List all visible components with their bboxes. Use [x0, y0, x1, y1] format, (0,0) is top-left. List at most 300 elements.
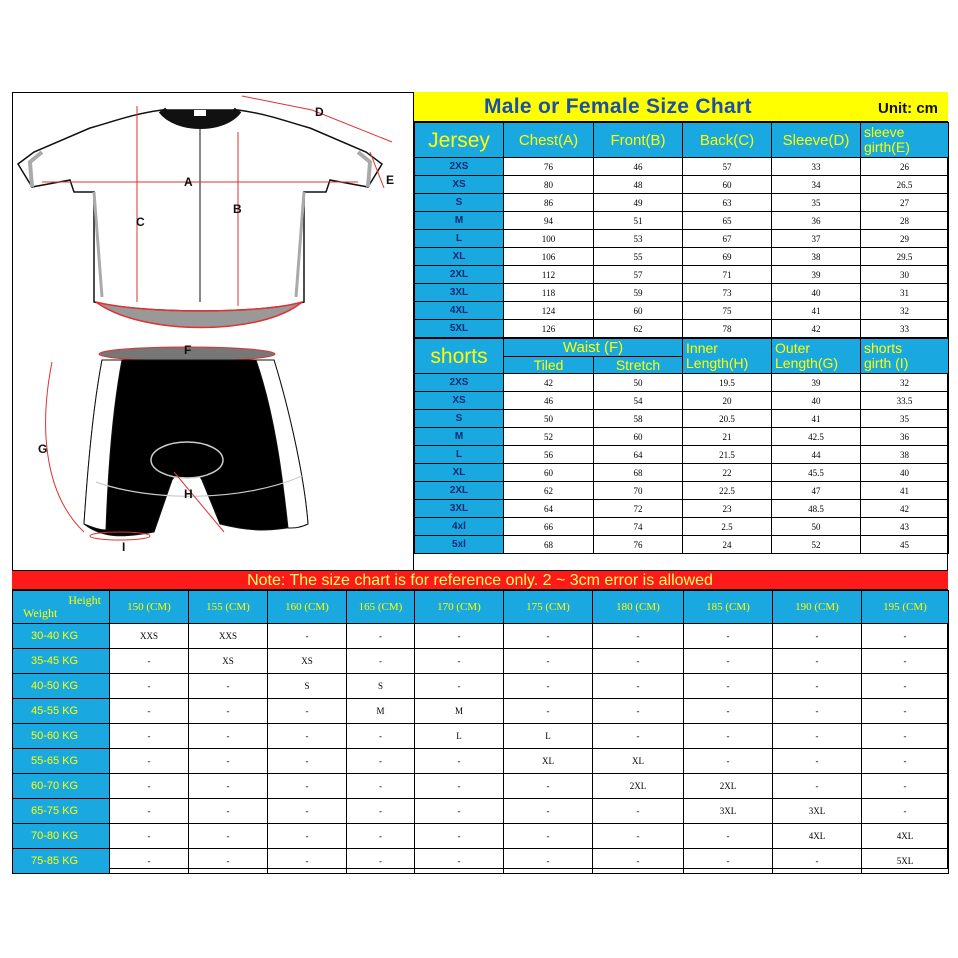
svg-text:B: B: [233, 202, 242, 216]
table-row: [415, 536, 949, 554]
title-bar: [414, 92, 948, 122]
table-cell: 28: [861, 212, 949, 230]
table-cell: 76: [594, 536, 683, 554]
table-cell: L: [415, 724, 504, 749]
table-cell: 44: [772, 446, 861, 464]
table-cell: 100: [504, 230, 594, 248]
table-row: [415, 248, 949, 266]
table-cell: XXS: [189, 624, 268, 649]
weight-height-table: [12, 590, 949, 874]
table-row: [415, 464, 949, 482]
svg-text:C: C: [136, 215, 145, 229]
table-cell: 32: [861, 374, 949, 392]
table-cell: 41: [861, 482, 949, 500]
table-cell: 27: [861, 194, 949, 212]
size-label: 4XL: [415, 302, 504, 320]
table-cell: 69: [683, 248, 772, 266]
col-front: Front(B): [594, 123, 683, 158]
size-label: 5XL: [415, 320, 504, 338]
table-cell: -: [773, 849, 862, 874]
height-header: 170 (CM): [415, 591, 504, 624]
table-row: [13, 674, 949, 699]
col-inner-length: [683, 339, 772, 374]
table-cell: 47: [772, 482, 861, 500]
table-cell: 60: [594, 302, 683, 320]
table-cell: 62: [504, 482, 594, 500]
table-cell: -: [189, 799, 268, 824]
height-header: 195 (CM): [862, 591, 949, 624]
height-axis-label: Height: [68, 593, 101, 607]
table-cell: 26.5: [861, 176, 949, 194]
table-cell: -: [593, 699, 684, 724]
table-cell: -: [504, 674, 593, 699]
table-row: [415, 230, 949, 248]
svg-text:A: A: [184, 175, 193, 189]
table-row: [415, 320, 949, 338]
table-cell: XXS: [110, 624, 189, 649]
table-cell: 24: [683, 536, 772, 554]
table-cell: 126: [504, 320, 594, 338]
table-cell: -: [504, 699, 593, 724]
table-cell: -: [268, 774, 347, 799]
table-cell: 21.5: [683, 446, 772, 464]
shorts-header: shorts: [415, 339, 504, 374]
table-cell: 39: [772, 374, 861, 392]
table-cell: 63: [683, 194, 772, 212]
table-cell: 22: [683, 464, 772, 482]
table-cell: XS: [189, 649, 268, 674]
table-cell: -: [189, 674, 268, 699]
svg-text:I: I: [122, 540, 126, 554]
table-cell: 42: [861, 500, 949, 518]
table-cell: -: [189, 824, 268, 849]
table-cell: -: [593, 649, 684, 674]
size-label: 4xl: [415, 518, 504, 536]
table-cell: -: [862, 674, 949, 699]
table-cell: -: [504, 799, 593, 824]
table-cell: -: [504, 774, 593, 799]
table-cell: 57: [594, 266, 683, 284]
col-shorts-girth: [861, 339, 949, 374]
unit-label: Unit: cm: [878, 100, 938, 117]
table-cell: 80: [504, 176, 594, 194]
table-cell: -: [268, 799, 347, 824]
weight-label: 30-40 KG: [13, 624, 110, 649]
size-label: L: [415, 446, 504, 464]
size-label: XS: [415, 392, 504, 410]
table-cell: 42: [772, 320, 861, 338]
table-cell: 50: [504, 410, 594, 428]
table-cell: 38: [772, 248, 861, 266]
table-cell: 60: [683, 176, 772, 194]
weight-label: 55-65 KG: [13, 749, 110, 774]
col-outer-length: [772, 339, 861, 374]
table-cell: 30: [861, 266, 949, 284]
table-row: [13, 649, 949, 674]
table-row: [13, 699, 949, 724]
table-cell: -: [684, 724, 773, 749]
shorts-size-table: [414, 338, 949, 554]
table-row: [415, 194, 949, 212]
col-inner-line1: Inner: [686, 340, 718, 356]
table-cell: 37: [772, 230, 861, 248]
table-cell: 41: [772, 410, 861, 428]
weight-label: 65-75 KG: [13, 799, 110, 824]
table-cell: -: [773, 674, 862, 699]
table-cell: -: [110, 699, 189, 724]
col-sleeve-girth-line1: sleeve: [864, 124, 905, 140]
table-cell: -: [415, 849, 504, 874]
table-cell: -: [110, 849, 189, 874]
table-cell: -: [415, 674, 504, 699]
table-row: [415, 158, 949, 176]
col-stretch: Stretch: [594, 357, 683, 374]
table-corner: [13, 591, 110, 624]
col-sleeve-girth-line2: girth(E): [864, 139, 910, 155]
weight-label: 75-85 KG: [13, 849, 110, 874]
table-cell: -: [773, 749, 862, 774]
table-cell: XL: [593, 749, 684, 774]
table-row: [13, 624, 949, 649]
table-row: [415, 482, 949, 500]
svg-text:H: H: [184, 487, 193, 501]
table-cell: -: [593, 824, 684, 849]
table-cell: 26: [861, 158, 949, 176]
col-outer-line2: Length(G): [775, 355, 839, 371]
table-cell: 59: [594, 284, 683, 302]
table-cell: 58: [594, 410, 683, 428]
height-header: 185 (CM): [684, 591, 773, 624]
table-cell: 2XL: [684, 774, 773, 799]
table-cell: 74: [594, 518, 683, 536]
table-cell: 67: [683, 230, 772, 248]
jersey-illustration: [18, 96, 394, 328]
table-cell: 48: [594, 176, 683, 194]
table-cell: -: [504, 649, 593, 674]
table-cell: -: [862, 799, 949, 824]
table-cell: -: [268, 849, 347, 874]
note-banner: Note: The size chart is for reference only. 2 ~ 3cm error is allowed: [12, 570, 948, 590]
table-cell: L: [504, 724, 593, 749]
table-cell: 46: [594, 158, 683, 176]
table-cell: 22.5: [683, 482, 772, 500]
table-cell: 43: [861, 518, 949, 536]
table-cell: 35: [772, 194, 861, 212]
col-waist: Waist (F): [504, 339, 683, 357]
table-cell: -: [862, 724, 949, 749]
table-cell: 66: [504, 518, 594, 536]
size-chart-panel: [414, 92, 948, 554]
table-cell: 33: [861, 320, 949, 338]
table-cell: 42.5: [772, 428, 861, 446]
table-cell: -: [347, 649, 415, 674]
table-cell: 45.5: [772, 464, 861, 482]
table-row: [13, 824, 949, 849]
table-cell: -: [773, 649, 862, 674]
table-cell: 32: [861, 302, 949, 320]
table-cell: 41: [772, 302, 861, 320]
table-row: [415, 176, 949, 194]
table-cell: 29.5: [861, 248, 949, 266]
table-cell: 36: [772, 212, 861, 230]
table-cell: 42: [504, 374, 594, 392]
size-label: 2XS: [415, 158, 504, 176]
garment-diagram: [12, 92, 414, 570]
table-cell: 71: [683, 266, 772, 284]
table-cell: 45: [861, 536, 949, 554]
size-label: XL: [415, 248, 504, 266]
weight-label: 70-80 KG: [13, 824, 110, 849]
table-row: [415, 392, 949, 410]
table-cell: S: [268, 674, 347, 699]
table-cell: 38: [861, 446, 949, 464]
table-cell: 40: [861, 464, 949, 482]
table-cell: M: [347, 699, 415, 724]
table-cell: 2XL: [593, 774, 684, 799]
table-cell: -: [268, 699, 347, 724]
height-header: 180 (CM): [593, 591, 684, 624]
table-cell: -: [504, 849, 593, 874]
jersey-header: Jersey: [415, 123, 504, 158]
garment-illustration: [12, 92, 414, 570]
col-sleeve: Sleeve(D): [772, 123, 861, 158]
table-cell: S: [347, 674, 415, 699]
table-row: [415, 212, 949, 230]
table-cell: 78: [683, 320, 772, 338]
size-label: S: [415, 194, 504, 212]
col-girth-line1: shorts: [864, 340, 903, 356]
table-cell: XS: [268, 649, 347, 674]
table-cell: -: [504, 624, 593, 649]
table-cell: 55: [594, 248, 683, 266]
table-cell: 3XL: [684, 799, 773, 824]
col-tiled: Tiled: [504, 357, 594, 374]
size-label: 3XL: [415, 284, 504, 302]
height-header: 160 (CM): [268, 591, 347, 624]
table-cell: 35: [861, 410, 949, 428]
table-cell: 2.5: [683, 518, 772, 536]
table-cell: -: [684, 649, 773, 674]
table-cell: 106: [504, 248, 594, 266]
height-header: 150 (CM): [110, 591, 189, 624]
table-cell: 31: [861, 284, 949, 302]
table-cell: 40: [772, 392, 861, 410]
table-cell: 50: [594, 374, 683, 392]
table-cell: -: [110, 724, 189, 749]
size-label: XS: [415, 176, 504, 194]
table-cell: -: [862, 774, 949, 799]
table-cell: 21: [683, 428, 772, 446]
table-cell: 70: [594, 482, 683, 500]
weight-label: 35-45 KG: [13, 649, 110, 674]
table-cell: 73: [683, 284, 772, 302]
table-cell: -: [593, 724, 684, 749]
weight-label: 50-60 KG: [13, 724, 110, 749]
table-cell: -: [110, 674, 189, 699]
table-cell: 40: [772, 284, 861, 302]
table-cell: -: [415, 824, 504, 849]
table-row: [415, 446, 949, 464]
size-label: 2XS: [415, 374, 504, 392]
table-cell: -: [268, 749, 347, 774]
size-label: S: [415, 410, 504, 428]
col-sleeve-girth: [861, 123, 949, 158]
size-label: 2XL: [415, 266, 504, 284]
shorts-illustration: [38, 343, 308, 554]
table-cell: 60: [504, 464, 594, 482]
table-cell: -: [347, 724, 415, 749]
table-cell: 56: [504, 446, 594, 464]
table-row: [415, 518, 949, 536]
table-cell: -: [110, 799, 189, 824]
table-cell: 118: [504, 284, 594, 302]
table-cell: 4XL: [862, 824, 949, 849]
table-cell: -: [415, 799, 504, 824]
svg-text:D: D: [315, 105, 324, 119]
table-cell: 20.5: [683, 410, 772, 428]
table-cell: 52: [504, 428, 594, 446]
svg-text:G: G: [38, 442, 48, 456]
height-header: 165 (CM): [347, 591, 415, 624]
table-cell: -: [773, 624, 862, 649]
table-cell: -: [189, 849, 268, 874]
table-row: [13, 724, 949, 749]
table-cell: -: [415, 749, 504, 774]
table-row: [13, 849, 949, 874]
table-cell: -: [684, 624, 773, 649]
table-cell: -: [268, 824, 347, 849]
table-cell: 62: [594, 320, 683, 338]
weight-label: 45-55 KG: [13, 699, 110, 724]
table-cell: -: [415, 649, 504, 674]
table-cell: -: [593, 799, 684, 824]
size-label: M: [415, 428, 504, 446]
table-cell: -: [773, 724, 862, 749]
table-cell: -: [415, 624, 504, 649]
table-cell: 65: [683, 212, 772, 230]
table-cell: -: [773, 699, 862, 724]
table-row: [415, 374, 949, 392]
table-row: [415, 266, 949, 284]
table-cell: 57: [683, 158, 772, 176]
table-cell: 5XL: [862, 849, 949, 874]
table-cell: 64: [594, 446, 683, 464]
table-cell: 46: [504, 392, 594, 410]
table-cell: 36: [861, 428, 949, 446]
table-cell: -: [862, 699, 949, 724]
table-cell: 112: [504, 266, 594, 284]
table-cell: -: [862, 749, 949, 774]
weight-label: 60-70 KG: [13, 774, 110, 799]
table-cell: -: [773, 774, 862, 799]
table-cell: 94: [504, 212, 594, 230]
size-label: M: [415, 212, 504, 230]
table-row: [415, 500, 949, 518]
size-label: XL: [415, 464, 504, 482]
table-cell: 64: [504, 500, 594, 518]
table-row: [13, 749, 949, 774]
table-cell: 19.5: [683, 374, 772, 392]
table-cell: -: [862, 624, 949, 649]
table-cell: -: [268, 724, 347, 749]
table-cell: -: [189, 724, 268, 749]
table-cell: 75: [683, 302, 772, 320]
col-inner-line2: Length(H): [686, 355, 749, 371]
table-cell: -: [189, 749, 268, 774]
table-cell: 20: [683, 392, 772, 410]
col-girth-line2: girth (I): [864, 355, 909, 371]
table-cell: -: [684, 699, 773, 724]
table-cell: -: [347, 774, 415, 799]
height-header: 190 (CM): [773, 591, 862, 624]
weight-label: 40-50 KG: [13, 674, 110, 699]
table-cell: 3XL: [773, 799, 862, 824]
table-cell: 54: [594, 392, 683, 410]
table-cell: M: [415, 699, 504, 724]
svg-text:F: F: [184, 343, 192, 357]
table-cell: 86: [504, 194, 594, 212]
table-cell: 49: [594, 194, 683, 212]
svg-text:E: E: [386, 173, 395, 187]
table-cell: -: [593, 849, 684, 874]
table-cell: 50: [772, 518, 861, 536]
size-label: L: [415, 230, 504, 248]
table-cell: -: [415, 774, 504, 799]
table-cell: -: [593, 624, 684, 649]
table-row: [415, 428, 949, 446]
table-cell: -: [110, 774, 189, 799]
table-row: [13, 774, 949, 799]
table-cell: 33: [772, 158, 861, 176]
table-cell: XL: [504, 749, 593, 774]
table-cell: -: [189, 699, 268, 724]
table-cell: 124: [504, 302, 594, 320]
table-cell: 33.5: [861, 392, 949, 410]
table-cell: -: [347, 849, 415, 874]
col-outer-line1: Outer: [775, 340, 811, 356]
jersey-size-table: [414, 122, 949, 338]
table-cell: 29: [861, 230, 949, 248]
table-cell: -: [862, 649, 949, 674]
table-cell: 76: [504, 158, 594, 176]
table-row: [415, 302, 949, 320]
size-label: 2XL: [415, 482, 504, 500]
table-cell: 52: [772, 536, 861, 554]
table-cell: 34: [772, 176, 861, 194]
height-header: 155 (CM): [189, 591, 268, 624]
table-cell: -: [110, 824, 189, 849]
table-cell: -: [110, 649, 189, 674]
table-cell: -: [684, 674, 773, 699]
table-cell: -: [593, 674, 684, 699]
table-cell: 4XL: [773, 824, 862, 849]
table-cell: 51: [594, 212, 683, 230]
table-cell: -: [347, 749, 415, 774]
col-back: Back(C): [683, 123, 772, 158]
height-header: 175 (CM): [504, 591, 593, 624]
table-cell: -: [347, 799, 415, 824]
chart-title: Male or Female Size Chart: [484, 95, 752, 118]
table-cell: -: [347, 824, 415, 849]
table-cell: 72: [594, 500, 683, 518]
table-cell: 23: [683, 500, 772, 518]
table-cell: -: [268, 624, 347, 649]
table-cell: -: [684, 824, 773, 849]
weight-axis-label: Weight: [23, 606, 58, 620]
table-cell: -: [684, 749, 773, 774]
table-cell: -: [347, 624, 415, 649]
table-row: [13, 799, 949, 824]
